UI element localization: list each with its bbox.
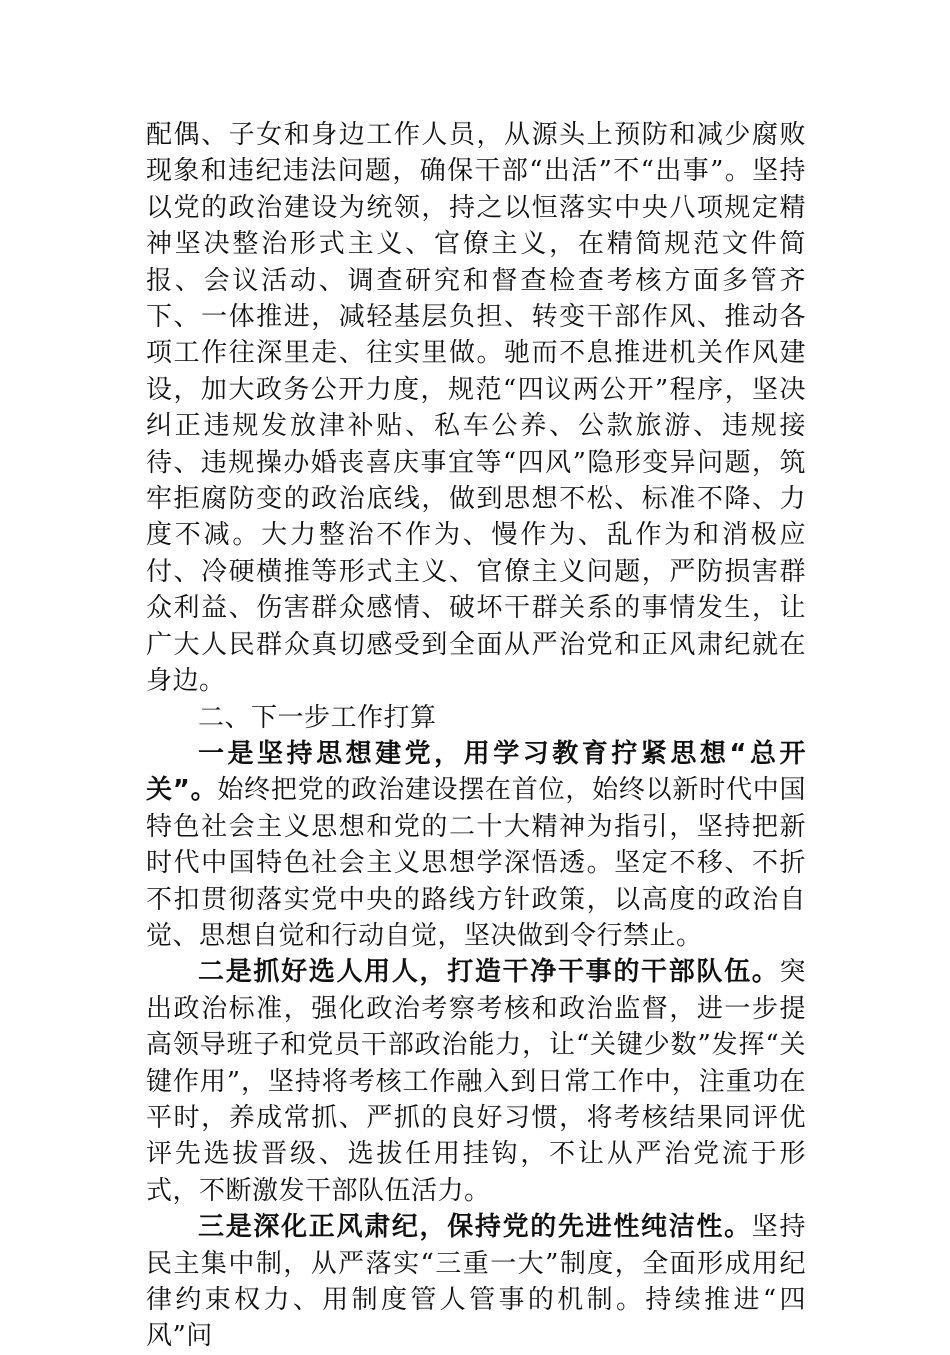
body-paragraph: 配偶、子女和身边工作人员，从源头上预防和减少腐败现象和违纪违法问题，确保干部“出活”不“出事”。坚持以党的政治建设为统领，持之以恒落实中央八项规定精神坚决整治形式主义、官僚主义，在精简规范文件简报、会议活动、调查研究和督查检查考核方面多管齐下、一体推进，减轻基层负担、转变干部作风、推动各项工作往深里走、往实里做。驰而不息推进机关作风建设，加大政务公开力度，规范“四议两公开”程序，坚决纠正违规发放津补贴、私车公养、公款旅游、违规接待、违规操办婚丧喜庆事宜等“四风”隐形变异问题，筑牢拒腐防变的政治底线，做到思想不松、标准不降、力度不减。大力整治不作为、慢作为、乱作为和消极应付、冷硬横推等形式主义、官僚主义问题，严防损害群众利益、伤害群众感情、破坏干群关系的事情发生，让广大人民群众真切感受到全面从严治党和正风肃纪就在身边。 — [146, 120, 806, 697]
item-1-lead: 一是坚持思想建党，用学习教育拧紧思想“总开关”。 — [146, 738, 806, 806]
work-plan-item-2 — [146, 954, 806, 1209]
work-plan-item-3 — [146, 1209, 806, 1355]
section-heading: 二、下一步工作打算 — [198, 702, 437, 733]
item-3-body: 坚持民主集中制，从严落实“三重一大”制度，全面形成用纪律约束权力、用制度管人管事的机制。持续推进“四风”问 — [146, 1212, 806, 1352]
document-page — [146, 117, 806, 1355]
work-plan-item-1 — [146, 736, 806, 954]
item-1-body: 始终把党的政治建设摆在首位，始终以新时代中国特色社会主义思想和党的二十大精神为指引，坚持把新时代中国特色社会主义思想学深悟透。坚定不移、不折不扣贯彻落实党中央的路线方针政策，以高度的政治自觉、思想自觉和行动自觉，坚决做到令行禁止。 — [146, 775, 806, 951]
item-2-body: 突出政治标准，强化政治考察考核和政治监督，进一步提高领导班子和党员干部政治能力，让“关键少数”发挥“关键作用”，坚持将考核工作融入到日常工作中，注重功在平时，养成常抓、严抓的良好习惯，将考核结果同评优评先选拔晋级、选拔任用挂钩，不让从严治党流于形式，不断激发干部队伍活力。 — [146, 957, 806, 1206]
item-2-lead: 二是抓好选人用人，打造干净干事的干部队伍。 — [198, 957, 780, 988]
item-3-lead: 三是深化正风肃纪，保持党的先进性纯洁性。 — [198, 1212, 752, 1243]
